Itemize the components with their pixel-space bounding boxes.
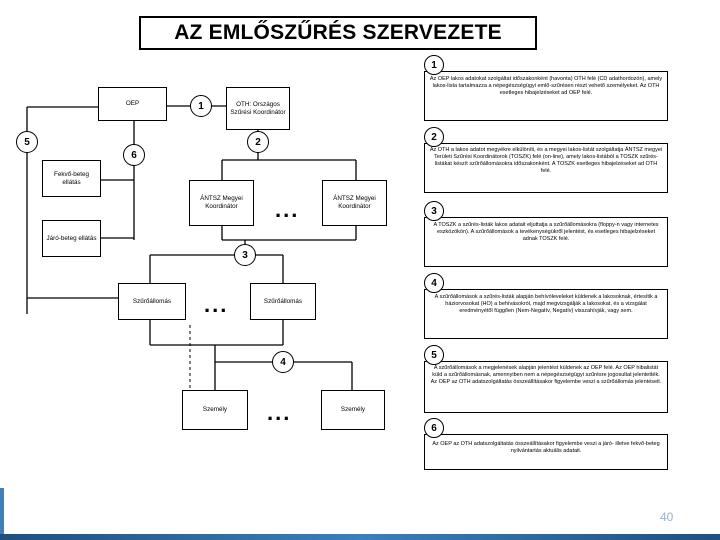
description-6-number: 6 xyxy=(424,418,444,438)
accent-bottom-bar xyxy=(0,534,720,540)
description-4-text: A szűrőállomások a szűrés-listák alapján behívóleveleket küldenek a lakosoknak, értesítik a háziorvosokat (HO) a behívásokról, majd megvizsgálják a lakosokat, és a vizsgálat eredményétől függően (Nem-Negatív, Negatív) visszahívják, vagy sem. xyxy=(434,294,658,314)
description-5-number: 5 xyxy=(424,345,444,365)
description-3-text: A TOSZK a szűrés-listák lakos adatait eljuttatja a szűrőállomásokra (floppy-n vagy internetes eszközökön). A szűrőállomások a tevékenységükről jelentést, és esetleges hibajelzéseket adnak TOSZK felé. xyxy=(433,222,659,242)
description-1 xyxy=(424,71,668,121)
description-1-text: Az OEP lakos adatokat szolgáltat időszakonként (havonta) OTH felé (CD adathordozón), amely lakos-lista tartalmazza a népegészségügyi emlő-szűrésen részt vehető személyeket. Az OTH esetleges hibajelzéseket ad OEP felé. xyxy=(429,76,663,96)
description-4-number: 4 xyxy=(424,273,444,293)
ellipsis-antsz: ... xyxy=(275,197,300,222)
node-fekvo-beteg: Fekvő-beteg ellátás xyxy=(42,160,101,197)
description-5 xyxy=(424,361,668,413)
slide-number: 40 xyxy=(660,510,674,524)
node-szemely-1: Személy xyxy=(182,390,248,430)
description-2-number: 2 xyxy=(424,127,444,147)
description-4 xyxy=(424,289,668,339)
description-2-text: Az OTH a lakos adatot megyékre elkülöníti, és a megyei lakos-listát szolgáltatja ÁNTSZ megyei Területi Szűrési Koordinátorok (TOSZK) felé (on-line), amely lakos-listából a TOSZK szűrés-listákat készít szűrőállomásokra időszakonként. A TOSZK esetleges hibajelzéseket ad OTH felé. xyxy=(429,147,663,174)
node-antsz-1: ÁNTSZ Megyei Koordinátor xyxy=(189,180,254,226)
node-szuroallomas-2: Szűrőállomás xyxy=(250,283,316,320)
description-6 xyxy=(424,434,668,470)
description-5-text: A szűrőállomások a megjelenések alapján jelentést küldenek az OEP felé. Az OEP hibalistát küld a szűrőállomásnak, amennyiben nem a népegészségügyi szűrésre jogosultat jelentették. Az OEP az OTH adatszolgáltatás összeállításakor figyelembe veszi a szűrőállomás jelentéseit. xyxy=(430,365,662,385)
accent-side-bar xyxy=(0,488,4,534)
step-circle-1: 1 xyxy=(190,95,212,117)
node-szemely-2: Személy xyxy=(321,390,385,430)
step-circle-2: 2 xyxy=(247,131,269,153)
node-szuroallomas-1: Szűrőállomás xyxy=(118,283,186,320)
ellipsis-szemely: ... xyxy=(267,400,292,425)
node-oep: OEP xyxy=(98,87,167,121)
description-6-text: Az OEP az OTH adatszolgáltatás összeállításakor figyelembe veszi a járó- illetve fekvő-beteg nyilvántartás aktuális adatait. xyxy=(432,441,660,454)
description-3 xyxy=(424,217,668,267)
description-1-number: 1 xyxy=(424,55,444,75)
node-jaro-beteg: Járó-beteg ellátás xyxy=(42,220,101,257)
ellipsis-szuro: ... xyxy=(204,292,229,317)
page-title: AZ EMLŐSZŰRÉS SZERVEZETE xyxy=(139,16,537,50)
node-oth: OTH: Országos Szűrési Koordinátor xyxy=(226,87,290,130)
node-antsz-2: ÁNTSZ Megyei Koordinátor xyxy=(322,180,387,226)
step-circle-4: 4 xyxy=(272,351,294,373)
step-circle-5: 5 xyxy=(16,131,38,153)
description-3-number: 3 xyxy=(424,201,444,221)
description-2 xyxy=(424,143,668,193)
step-circle-3: 3 xyxy=(234,244,256,266)
step-circle-6: 6 xyxy=(123,144,145,166)
